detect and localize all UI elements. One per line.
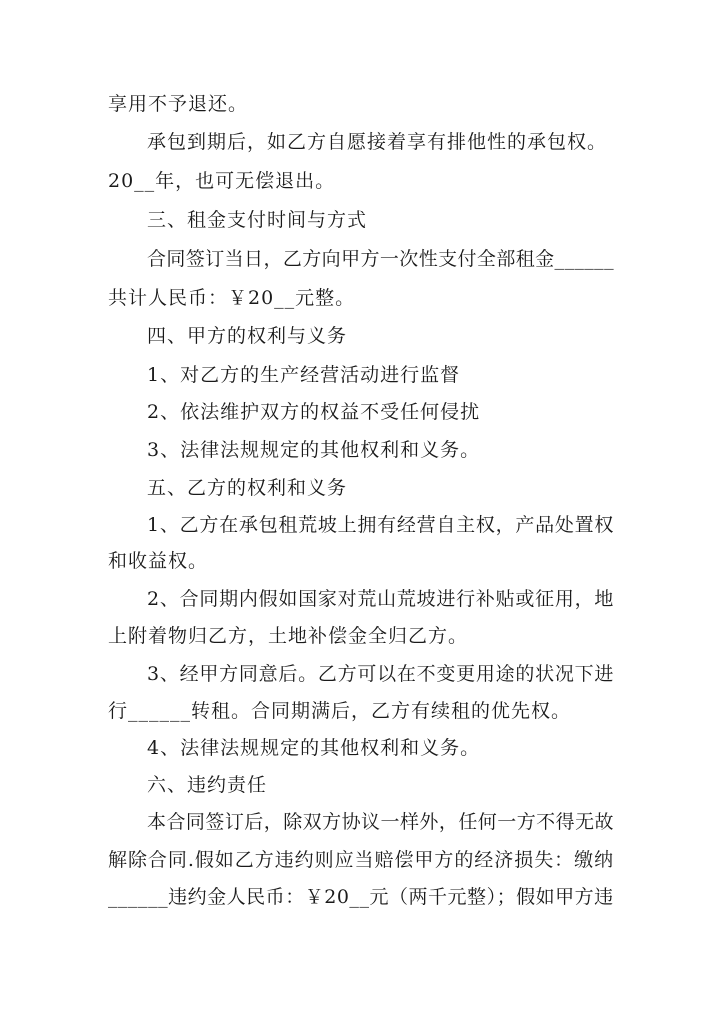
- text-line: 解除合同.假如乙方违约则应当赔偿甲方的经济损失：缴纳: [108, 849, 615, 871]
- text-line: 3、法律法规规定的其他权利和义务。: [147, 439, 481, 461]
- text-line: 上附着物归乙方，土地补偿金全归乙方。: [108, 625, 469, 647]
- text-line: 1、对乙方的生产经营活动进行监督: [147, 364, 461, 386]
- section-heading: 三、租金支付时间与方式: [147, 209, 368, 231]
- text-line: 20__年，也可无偿退出。: [108, 170, 336, 192]
- text-line: ______违约金人民币：￥20__元（两千元整）；假如甲方违: [108, 886, 614, 908]
- text-line: 2、合同期内假如国家对荒山荒坡进行补贴或征用，地: [147, 588, 615, 610]
- text-line: 享用不予退还。: [108, 93, 249, 115]
- text-line: 本合同签订后，除双方协议一样外，任何一方不得无故: [147, 811, 615, 833]
- text-line: 4、法律法规规定的其他权利和义务。: [147, 737, 481, 759]
- text-line: 承包到期后，如乙方自愿接着享有排他性的承包权。: [147, 131, 608, 153]
- section-heading: 四、甲方的权利与义务: [147, 325, 348, 347]
- text-line: 和收益权。: [108, 550, 209, 572]
- text-line: 共计人民币：￥20__元整。: [108, 287, 356, 309]
- text-line: 3、经甲方同意后。乙方可以在不变更用途的状况下进: [147, 663, 615, 685]
- text-line: 2、依法维护双方的权益不受任何侵扰: [147, 401, 481, 423]
- text-line: 合同签订当日，乙方向甲方一次性支付全部租金______: [147, 248, 615, 270]
- section-heading: 五、乙方的权利和义务: [147, 477, 348, 499]
- text-line: 行______转租。合同期满后，乙方有续租的优先权。: [108, 700, 572, 722]
- section-heading: 六、违约责任: [147, 774, 268, 796]
- text-line: 1、乙方在承包租荒坡上拥有经营自主权，产品处置权: [147, 514, 615, 536]
